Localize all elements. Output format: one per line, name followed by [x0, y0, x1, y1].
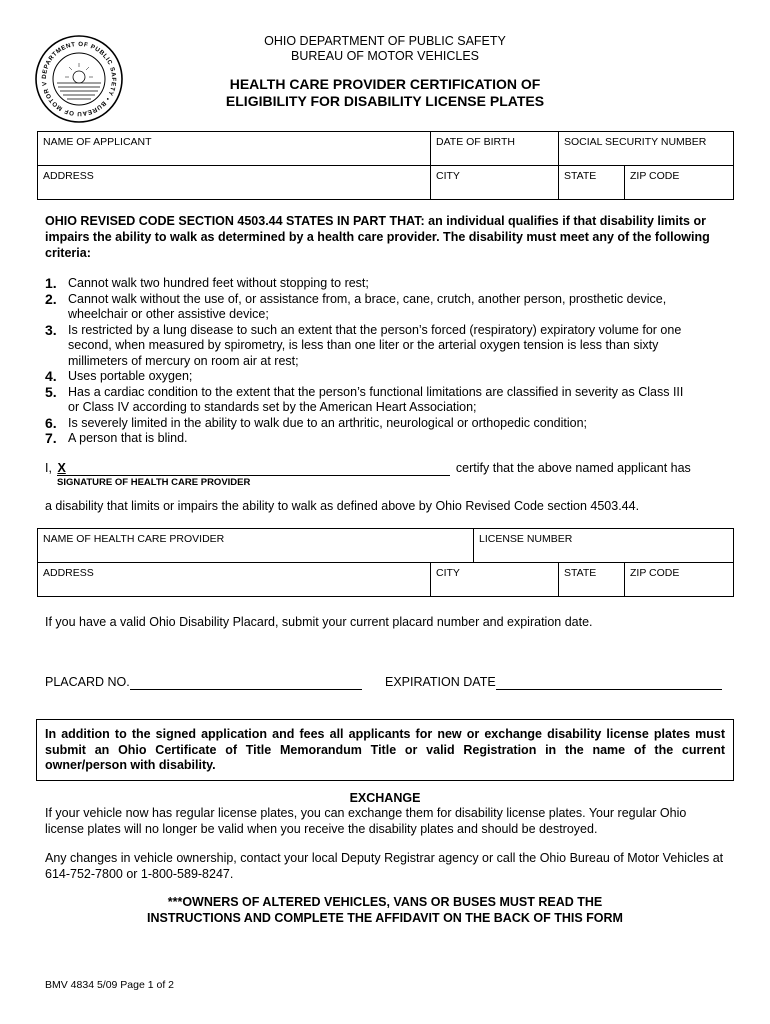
applicant-zip-field[interactable]: ZIP CODE: [625, 166, 734, 200]
criteria-item: 3. Is restricted by a lung disease to such an extent that the person’s forced (respiratory) expiratory volume for one second, when measured by spirometry, is less than one liter or the arterial oxygen tension is less than sixty millimeters of mercury on room air at rest;: [45, 321, 682, 368]
signature-label: SIGNATURE OF HEALTH CARE PROVIDER: [57, 477, 251, 488]
placard-number-row: [45, 675, 362, 690]
altered-vehicles-line1: ***OWNERS OF ALTERED VEHICLES, VANS OR BUSES MUST READ THE: [167, 895, 603, 909]
criteria-item: 7. A person that is blind.: [45, 430, 188, 446]
signature-line: [45, 461, 725, 476]
form-title-line2: ELIGIBILITY FOR DISABILITY LICENSE PLATES: [225, 93, 545, 109]
signature-suffix: certify that the above named applicant has: [455, 461, 691, 475]
signature-x-mark: X: [57, 461, 66, 475]
provider-license-field[interactable]: LICENSE NUMBER: [474, 529, 734, 563]
placard-number-label: PLACARD NO.: [45, 675, 130, 689]
bureau-name: BUREAU OF MOTOR VEHICLES: [291, 49, 479, 63]
form-title: [0, 76, 770, 110]
svg-text:DEPARTMENT OF PUBLIC SAFETY •: DEPARTMENT OF PUBLIC SAFETY • BUREAU OF MOTOR V: [40, 40, 118, 118]
applicant-info-table: [37, 131, 734, 200]
placard-note: If you have a valid Ohio Disability Placard, submit your current placard number and expiration date.: [45, 615, 593, 629]
provider-address-field[interactable]: ADDRESS: [38, 563, 431, 597]
criteria-item: 1. Cannot walk two hundred feet without stopping to rest;: [45, 275, 369, 291]
altered-vehicles-notice: [0, 895, 770, 926]
signature-prefix: I,: [45, 461, 52, 475]
applicant-ssn-field[interactable]: SOCIAL SECURITY NUMBER: [559, 132, 734, 166]
placard-number-field[interactable]: [130, 675, 362, 690]
applicant-address-field[interactable]: ADDRESS: [38, 166, 431, 200]
form-title-line1: HEALTH CARE PROVIDER CERTIFICATION OF: [229, 76, 541, 92]
altered-vehicles-line2: INSTRUCTIONS AND COMPLETE THE AFFIDAVIT ON THE BACK OF THIS FORM: [147, 910, 623, 925]
provider-city-field[interactable]: CITY: [431, 563, 559, 597]
provider-state-field[interactable]: STATE: [559, 563, 625, 597]
applicant-dob-field[interactable]: DATE OF BIRTH: [431, 132, 559, 166]
criteria-list: [45, 276, 695, 447]
signature-continuation: a disability that limits or impairs the ability to walk as defined above by Ohio Revised Code section 4503.44.: [45, 499, 640, 513]
criteria-item: 2. Cannot walk without the use of, or assistance from, a brace, cane, crutch, another person, prosthetic device, wheelchair or other assistive device;: [45, 290, 667, 321]
form-footer: BMV 4834 5/09 Page 1 of 2: [45, 979, 175, 991]
applicant-state-field[interactable]: STATE: [559, 166, 625, 200]
provider-name-field[interactable]: NAME OF HEALTH CARE PROVIDER: [38, 529, 474, 563]
criteria-item: 4. Uses portable oxygen;: [45, 368, 193, 384]
ownership-changes-text: Any changes in vehicle ownership, contact your local Deputy Registrar agency or call the Ohio Bureau of Motor Vehicles at 614-752-7800 or 1-800-589-8247.: [45, 851, 724, 881]
exchange-body: If your vehicle now has regular license plates, you can exchange them for disability license plates. Your regular Ohio license plates will no longer be valid when you receive the disability plates and should be destroyed.: [45, 806, 687, 836]
criteria-item: 6. Is severely limited in the ability to walk due to an arthritic, neurological or orthopedic condition;: [45, 414, 588, 431]
title-requirement-notice: In addition to the signed application and fees all applicants for new or exchange disability license plates must submit an Ohio Certificate of Title Memorandum Title or valid Registration in the name of the current owner/person with disability.: [36, 719, 734, 781]
provider-info-table: [37, 528, 734, 597]
provider-zip-field[interactable]: ZIP CODE: [625, 563, 734, 597]
applicant-name-field[interactable]: NAME OF APPLICANT: [38, 132, 431, 166]
criteria-item: 5. Has a cardiac condition to the extent that the person’s functional limitations are classified in severity as Class III or Class IV according to standards set by the American Heart Association;: [45, 383, 684, 414]
signature-field[interactable]: [57, 461, 450, 476]
agency-header: [0, 34, 770, 64]
applicant-city-field[interactable]: CITY: [431, 166, 559, 200]
statute-text: OHIO REVISED CODE SECTION 4503.44 STATES IN PART THAT: an individual qualifies if that disability limits or impairs the ability to walk as determined by a health care provider. The disability must meet any of the following criteria:: [45, 214, 710, 260]
agency-name: OHIO DEPARTMENT OF PUBLIC SAFETY: [264, 34, 506, 48]
exchange-title: EXCHANGE: [349, 791, 421, 805]
expiration-date-label: EXPIRATION DATE: [385, 675, 496, 689]
expiration-date-field[interactable]: [496, 675, 722, 690]
expiration-date-row: [385, 675, 722, 690]
